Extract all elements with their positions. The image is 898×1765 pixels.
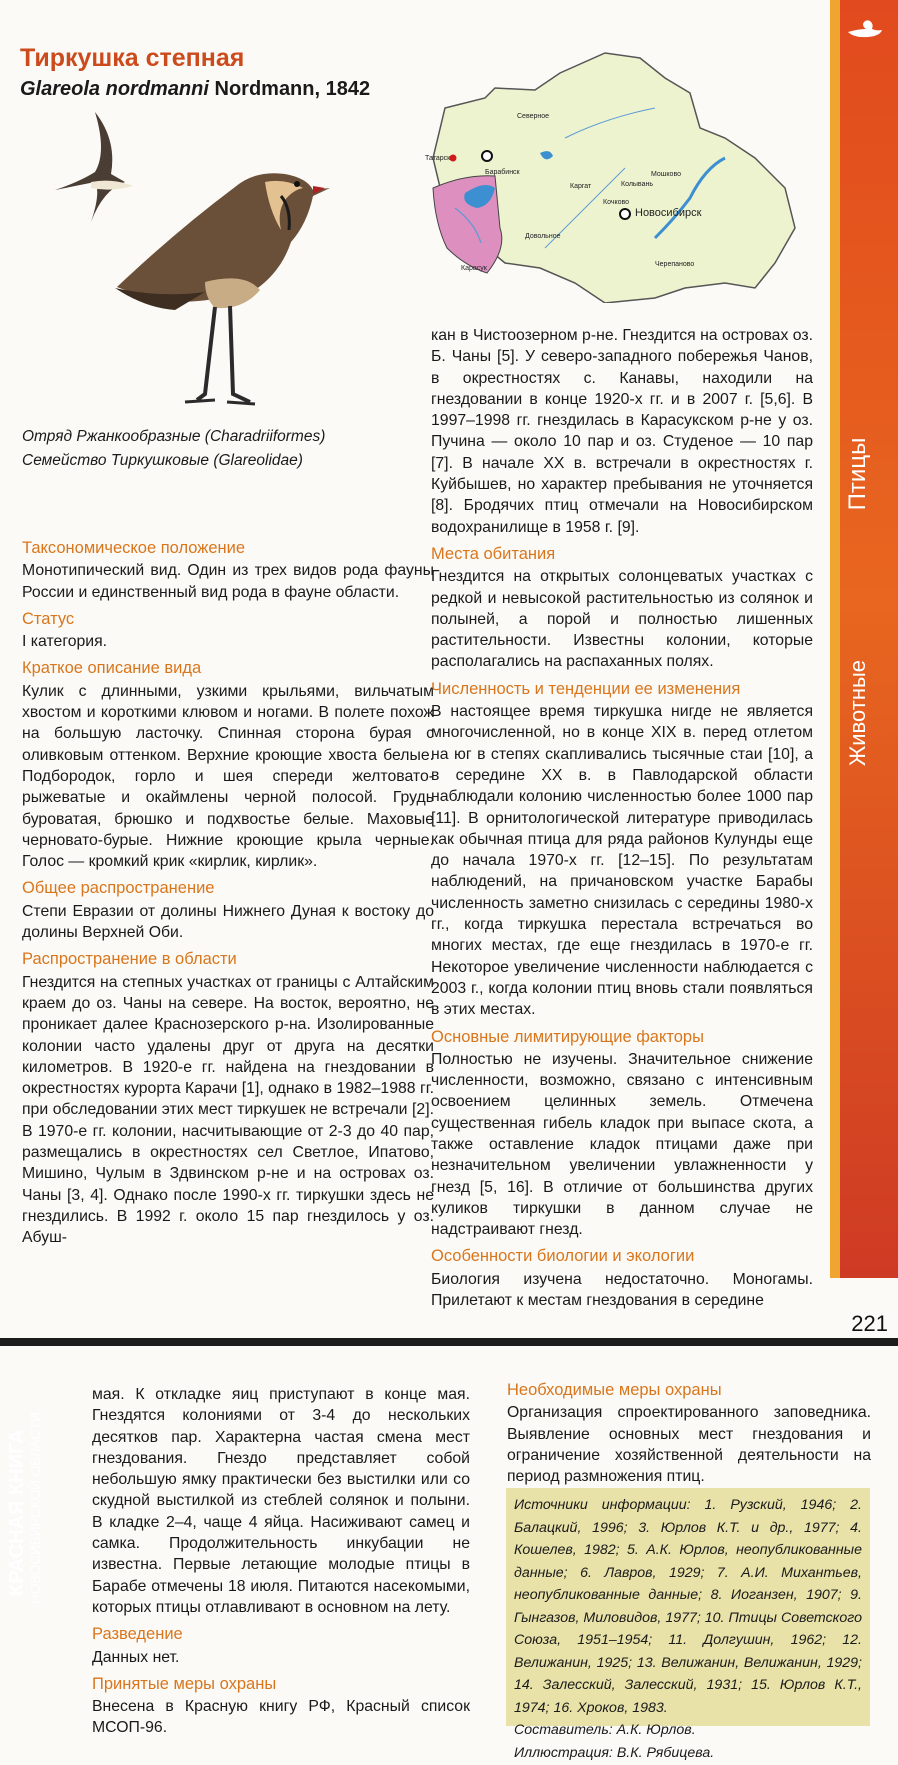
illustrator-credit: Иллюстрация: В.К. Рябицева.: [514, 1744, 715, 1761]
section-heading: Краткое описание вида: [22, 659, 202, 678]
taxonomy-order: Отряд Ржанкообразные (Charadriiformes): [22, 428, 326, 445]
section-text: кан в Чистоозерном р-не. Гнездится на островах оз. Б. Чаны [5]. У северо-западного побережья Чанов, в окрестностях с. Канавы, находили на гнездовании в конце 1920-х гг. и в 2007 г. [5,6]. В 1997–1998 гг. гнездилась в Карасукском р-не у оз. Пучина — около 10 пар и оз. Студеное — 10 пар [7]. В начале XX в. встречали в окрестностях г. Куйбышев, но характер пребывания не уточняется [8]. Бродячих птиц отмечали на Новосибирском водохранилище в 1958 г. [9].: [431, 327, 813, 536]
sidebar-label-animals: Животные: [845, 659, 870, 767]
distribution-map: [425, 48, 800, 303]
section-text: Биология изучена недостаточно. Моногамы. Прилетают к местам гнездования в середине: [431, 1270, 813, 1310]
city-marker: [482, 151, 492, 161]
section-text: Организация спроектированного заповедника. Выявление основных мест гнездования и ограничение хозяйственной деятельности на период размножения птиц.: [507, 1404, 871, 1486]
section-heading: Распространение в области: [22, 950, 237, 969]
section-heading: Места обитания: [431, 544, 556, 563]
map-label: Барабинск: [485, 169, 520, 176]
section-text: мая. К откладке яиц приступают в конце мая. Гнездятся колониями от 3-4 до нескольких десятков пар. Характерна частая смена мест гнездования. Гнездо представляет собой небольшую ямку практически без выстилки или со скудной выстилкой из стеблей солянок и полыни. В кладке 2–4, чаще 4 яйца. Насиживают самец и самка. Продолжительность инкубации не известна. Первые летающие молодые птицы в Барабе отмечены 18 июля. Питаются насекомыми, которых птицы отлавливают в основном на лету.: [92, 1386, 470, 1616]
sources-list: Источники информации: 1. Рузский, 1946; 2. Балацкий, 1996; 3. Юрлов К.Т. и др., 1977; 4. Кошелев, 1982; 5. А.К. Юрлов, неопубликованные данные; 6. Лавров, 1929; 7. А.И. Михантьев, неопубликованные данные; 8. Иоганзен, 1907; 9. Гынгазов, Миловидов, 1977; 10. Птицы Советского Союза, 1951–1954; 11. Долгушин, 1962; 12. Велижанин, 1925; 13. Велижанин, Велижанин, 1929; 14. Залесский, Залесский, 1931; 15. Юрлов К.Т., 1974; 16. Хроков, 1983.: [514, 1497, 862, 1716]
section-heading: Основные лимитирующие факторы: [431, 1027, 704, 1046]
section-text: Внесена в Красную книгу РФ, Красный список МСОП-96.: [92, 1698, 470, 1737]
section-heading: Общее распространение: [22, 879, 215, 898]
sidebar-label-birds: Птицы: [844, 437, 871, 511]
section-text: Степи Евразии от долины Нижнего Дуная к востоку до долины Верхней Оби.: [22, 902, 434, 942]
duck-icon: [846, 18, 886, 40]
text-column-left: [22, 538, 434, 1249]
map-label: Каргат: [570, 183, 592, 190]
map-label: Черепаново: [655, 261, 695, 268]
section-text: Кулик с длинными, узкими крыльями, вильчатым хвостом и короткими клювом и ногами. В полете похож на большую ласточку. Спинная сторона бурая с оливковым оттенком. Верхние кроющие хвоста белые. Подбородок, горло и шея спереди желтовато-рыжеватые и окаймлены черной полосой. Грудь буроватая, брюшко и подхвостье белые. Маховые черновато-бурые. Нижние кроющие крыла черные. Голос — кромкий крик «кирлик, кирлик».: [22, 682, 434, 871]
species-latin-name: [20, 78, 370, 101]
sidebar-strip: [830, 0, 840, 1338]
section-heading: Принятые меры охраны: [92, 1674, 277, 1693]
map-label: Новосибирск: [635, 207, 702, 219]
text-column-right: [431, 325, 813, 1311]
section-text: Монотипический вид. Один из трех видов рода фауны России и единственный вид рода в фауне области.: [22, 562, 434, 601]
section-heading: Численность и тенденции ее изменения: [431, 679, 741, 698]
taxonomy-family: Семейство Тиркушковые (Glareolidae): [22, 452, 303, 469]
section-heading: Таксономическое положение: [22, 539, 246, 557]
map-label: Кочково: [603, 199, 630, 206]
section-text: Полностью не изучены. Значительное снижение численности, возможно, связано с интенсивным освоением целинных земель. Отмечена существенная гибель кладок при выпасе скота, а также оставление кладок птицами даже при незначительном увеличении увлажненности у гнезд [5, 16]. В отличие от большинства других куликов тиркушки в данном случае не надстраивают гнезд.: [431, 1050, 813, 1239]
map-label: Карасук: [461, 265, 487, 272]
standing-bird: [115, 173, 330, 404]
book-subtitle: НОВОСИБИРСКОЙ ОБЛАСТИ: [28, 1412, 43, 1604]
city-marker: [620, 209, 630, 219]
book-title: КРАСНАЯ КНИГА: [6, 1429, 28, 1596]
text-column-p2-right: [507, 1380, 871, 1487]
map-label: Татарск: [425, 155, 451, 162]
page-number: 221: [851, 1311, 888, 1336]
section-text: Гнездится на степных участках от границы с Алтайским краем до оз. Чаны на севере. На восток, вероятно, не проникает далее Краснозерского р-на. Изолированные колонии часто удалены друг от друга на десятки километров. В 1920-е гг. найдена на гнездовании в окрестностях курорта Карачи [1], однако в 1982–1988 гг. при обследовании этих мест тиркушек не встречали [2]. В 1970-е гг. колонии, насчитывающие от 2-3 до 40 пар, размещались в окрестностях сел Светлое, Ипатово, Мишино, Чулым в Здвинском р-не и на островах оз. Чаны [3, 4]. Однако после 1990-х гг. тиркушки здесь не гнездились. В 1992 г. около 15 пар гнездилось у оз. Абуш-: [22, 973, 434, 1247]
map-label: Мошково: [651, 171, 681, 178]
section-text: I категория.: [22, 633, 108, 651]
latin-binomial: Glareola nordmanni: [20, 78, 209, 100]
sources-box: [506, 1488, 870, 1761]
section-text: Данных нет.: [92, 1648, 180, 1666]
section-heading: Разведение: [92, 1625, 183, 1644]
bird-illustration: [55, 112, 385, 457]
section-heading: Статус: [22, 609, 75, 628]
text-column-p2-left: [92, 1384, 470, 1739]
section-heading: Необходимые меры охраны: [507, 1381, 722, 1399]
flying-bird: [55, 112, 133, 222]
compiler-credit: Составитель: А.К. Юрлов.: [514, 1722, 696, 1738]
section-text: Гнездится на открытых солонцеватых участках с редкой и невысокой растительностью из солянок и полыней, а порой и полностью лишенных растительности. Известны колонии, которые располагались на распаханных полях.: [431, 568, 813, 671]
latin-author: Nordmann, 1842: [208, 78, 371, 100]
section-heading: Особенности биологии и экологии: [431, 1247, 695, 1266]
map-label: Колывань: [621, 181, 653, 188]
record-point: [450, 155, 457, 162]
species-title: Тиркушка степная: [20, 44, 245, 72]
page-separator: [0, 1338, 898, 1346]
map-label: Довольное: [525, 233, 561, 240]
section-text: В настоящее время тиркушка нигде не является многочисленной, но в конце XIX в. перед отлетом на юг в степях скапливались тысячные стаи [10], а в середине XX в. в Павлодарской области наблюдали колонию численностью более 1000 пар [11]. В орнитологической литературе приводилась как обычная птица для ряда районов Кулунды еще до начала 1970-х гг. [12–15]. По результатам наблюдений, на причановском участке Барабы численность заметно снизилась с середины 1980-х гг., когда тиркушка перестала встречаться во многих местах, где еще гнездилась в 1970-е гг. Некоторое увеличение численности наблюдается с 2003 г., когда колонии птиц вновь стали появляться в этих местах.: [431, 703, 813, 1019]
map-label: Северное: [517, 113, 550, 120]
